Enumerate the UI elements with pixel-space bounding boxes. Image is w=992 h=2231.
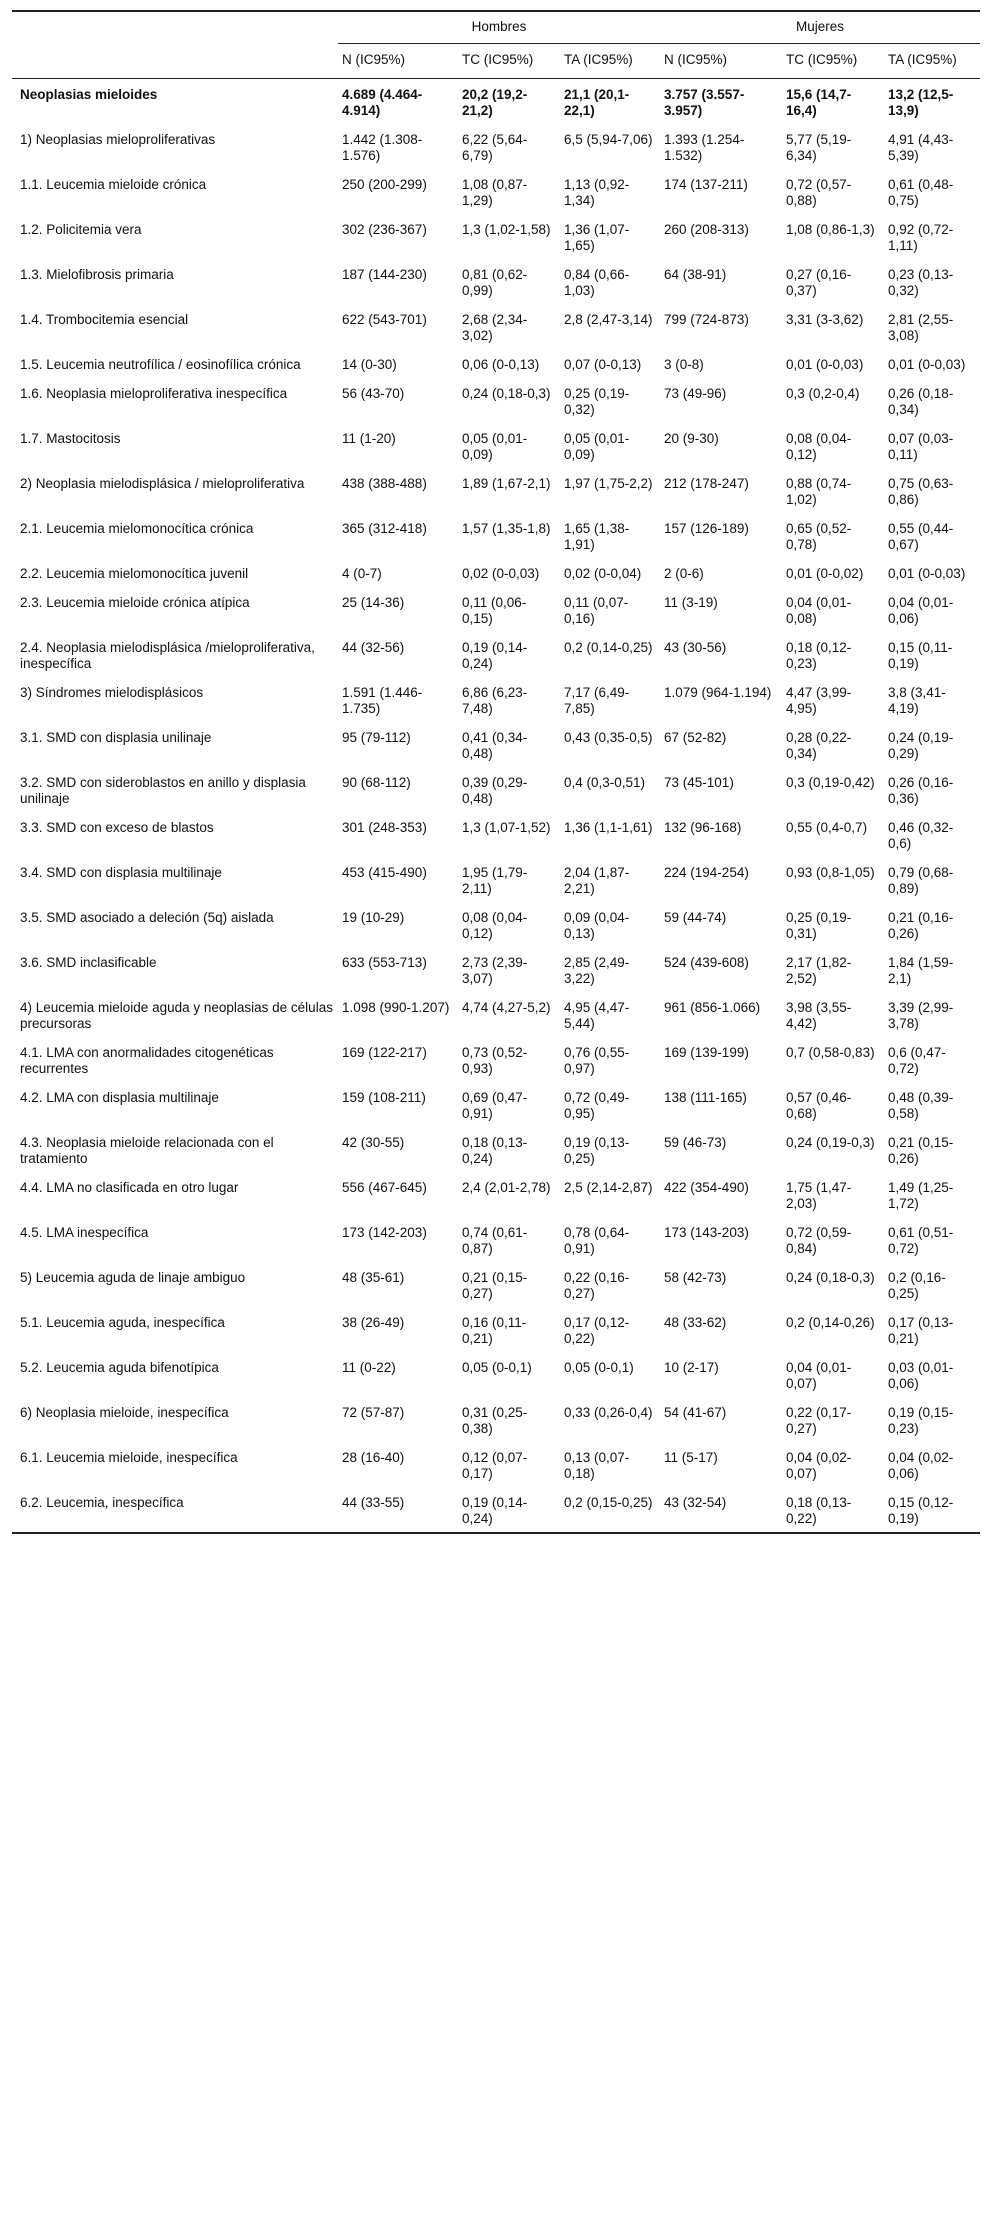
table-cell: 0,07 (0-0,13): [564, 357, 642, 372]
row-label: 3) Síndromes mielodisplásicos: [20, 685, 204, 700]
table-cell: 3,8 (3,41-4,19): [888, 685, 946, 716]
table-cell: 14 (0-30): [342, 357, 397, 372]
table-cell: 6,86 (6,23-7,48): [462, 685, 528, 716]
table-cell: 0,04 (0,02-0,07): [786, 1450, 852, 1481]
table-cell: 0,27 (0,16-0,37): [786, 267, 852, 298]
row-label: 4.3. Neoplasia mieloide relacionada con el tratamiento: [20, 1135, 274, 1166]
table-row: [12, 992, 980, 1037]
table-cell: 0,17 (0,12-0,22): [564, 1315, 630, 1346]
table-cell: 0,05 (0-0,1): [564, 1360, 634, 1375]
table-cell: 1,3 (1,02-1,58): [462, 222, 551, 237]
table-row: [12, 304, 980, 349]
table-cell: 0,02 (0-0,04): [564, 566, 642, 581]
table-cell: 0,18 (0,12-0,23): [786, 640, 852, 671]
table-cell: 2,85 (2,49-3,22): [564, 955, 630, 986]
table-cell: 2,73 (2,39-3,07): [462, 955, 528, 986]
table-cell: 0,09 (0,04-0,13): [564, 910, 630, 941]
table-row: [12, 378, 980, 423]
table-cell: 2,81 (2,55-3,08): [888, 312, 954, 343]
table-cell: 0,3 (0,19-0,42): [786, 775, 875, 790]
table-cell: 0,2 (0,14-0,25): [564, 640, 653, 655]
table-cell: 0,2 (0,15-0,25): [564, 1495, 653, 1510]
table-cell: 0,26 (0,16-0,36): [888, 775, 954, 806]
table-cell: 224 (194-254): [664, 865, 749, 880]
table-cell: 0,61 (0,48-0,75): [888, 177, 954, 208]
table-cell: 365 (312-418): [342, 521, 427, 536]
row-label: 5.1. Leucemia aguda, inespecífica: [20, 1315, 225, 1330]
table-cell: 4,74 (4,27-5,2): [462, 1000, 551, 1015]
table-cell: 10 (2-17): [664, 1360, 719, 1375]
table-cell: 174 (137-211): [664, 177, 748, 192]
table-cell: 453 (415-490): [342, 865, 427, 880]
table-cell: 59 (44-74): [664, 910, 727, 925]
table-cell: 21,1 (20,1-22,1): [564, 87, 630, 118]
group-header-men: Hombres: [338, 11, 660, 44]
group-header-women: Mujeres: [660, 11, 980, 44]
table-cell: 4,95 (4,47-5,44): [564, 1000, 630, 1031]
table-cell: 73 (49-96): [664, 386, 727, 401]
table-row: [12, 677, 980, 722]
table-row: [12, 1442, 980, 1487]
table-cell: 0,3 (0,2-0,4): [786, 386, 860, 401]
table-cell: 0,7 (0,58-0,83): [786, 1045, 875, 1060]
table-cell: 0,2 (0,14-0,26): [786, 1315, 875, 1330]
table-cell: 0,41 (0,34-0,48): [462, 730, 528, 761]
table-cell: 0,04 (0,01-0,06): [888, 595, 954, 626]
table-cell: 64 (38-91): [664, 267, 727, 282]
table-cell: 799 (724-873): [664, 312, 749, 327]
table-cell: 187 (144-230): [342, 267, 427, 282]
table-cell: 1,36 (1,07-1,65): [564, 222, 630, 253]
table-cell: 0,69 (0,47-0,91): [462, 1090, 528, 1121]
table-cell: 1,08 (0,87-1,29): [462, 177, 528, 208]
row-label: 2.1. Leucemia mielomonocítica crónica: [20, 521, 254, 536]
table-cell: 7,17 (6,49-7,85): [564, 685, 630, 716]
table-cell: 0,19 (0,13-0,25): [564, 1135, 630, 1166]
table-cell: 0,24 (0,18-0,3): [786, 1270, 875, 1285]
table-row: [12, 1487, 980, 1533]
column-header: TA (IC95%): [564, 52, 633, 67]
table-row: [12, 124, 980, 169]
table-cell: 38 (26-49): [342, 1315, 405, 1330]
table-cell: 1.079 (964-1.194): [664, 685, 772, 700]
row-label: 4.2. LMA con displasia multilinaje: [20, 1090, 219, 1105]
table-cell: 0,15 (0,11-0,19): [888, 640, 953, 671]
table-cell: 0,17 (0,13-0,21): [888, 1315, 954, 1346]
table-cell: 20 (9-30): [664, 431, 719, 446]
table-cell: 0,33 (0,26-0,4): [564, 1405, 653, 1420]
table-cell: 0,24 (0,18-0,3): [462, 386, 551, 401]
table-cell: 169 (122-217): [342, 1045, 427, 1060]
table-row: [12, 947, 980, 992]
table-row: [12, 902, 980, 947]
row-label: 6.1. Leucemia mieloide, inespecífica: [20, 1450, 238, 1465]
row-label: 4) Leucemia mieloide aguda y neoplasias de células precursoras: [20, 1000, 333, 1031]
table-cell: 0,19 (0,15-0,23): [888, 1405, 954, 1436]
table-cell: 20,2 (19,2-21,2): [462, 87, 528, 118]
table-cell: 48 (33-62): [664, 1315, 727, 1330]
table-cell: 13,2 (12,5-13,9): [888, 87, 954, 118]
table-cell: 1,65 (1,38-1,91): [564, 521, 630, 552]
table-cell: 0,04 (0,01-0,08): [786, 595, 852, 626]
table-cell: 0,72 (0,49-0,95): [564, 1090, 630, 1121]
table-cell: 633 (553-713): [342, 955, 427, 970]
table-cell: 4 (0-7): [342, 566, 382, 581]
row-label: 1) Neoplasias mieloproliferativas: [20, 132, 216, 147]
table-cell: 6,5 (5,94-7,06): [564, 132, 653, 147]
table-cell: 0,72 (0,59-0,84): [786, 1225, 852, 1256]
row-label: 3.6. SMD inclasificable: [20, 955, 157, 970]
table-cell: 0,15 (0,12-0,19): [888, 1495, 954, 1526]
row-label: 1.7. Mastocitosis: [20, 431, 121, 446]
table-cell: 0,13 (0,07-0,18): [564, 1450, 630, 1481]
table-cell: 138 (111-165): [664, 1090, 747, 1105]
table-cell: 90 (68-112): [342, 775, 411, 790]
table-cell: 0,08 (0,04-0,12): [786, 431, 852, 462]
row-label: Neoplasias mieloides: [20, 87, 158, 102]
table-cell: 0,19 (0,14-0,24): [462, 640, 528, 671]
table-cell: 0,11 (0,07-0,16): [564, 595, 629, 626]
table-row: [12, 1127, 980, 1172]
table-cell: 11 (3-19): [664, 595, 718, 610]
table-cell: 19 (10-29): [342, 910, 405, 925]
table-cell: 250 (200-299): [342, 177, 427, 192]
table-cell: 524 (439-608): [664, 955, 749, 970]
row-label: 6.2. Leucemia, inespecífica: [20, 1495, 184, 1510]
incidence-table: [12, 10, 980, 1534]
table-cell: 2,17 (1,82-2,52): [786, 955, 852, 986]
table-row: [12, 1172, 980, 1217]
table-cell: 54 (41-67): [664, 1405, 727, 1420]
table-cell: 25 (14-36): [342, 595, 405, 610]
table-cell: 48 (35-61): [342, 1270, 405, 1285]
table-cell: 1,36 (1,1-1,61): [564, 820, 653, 835]
table-cell: 1,95 (1,79-2,11): [462, 865, 528, 896]
table-cell: 0,4 (0,3-0,51): [564, 775, 646, 790]
table-row: [12, 1262, 980, 1307]
column-header: TC (IC95%): [786, 52, 858, 67]
table-row: [12, 812, 980, 857]
table-row: [12, 558, 980, 587]
table-row: [12, 513, 980, 558]
table-cell: 173 (142-203): [342, 1225, 427, 1240]
table-row: [12, 1037, 980, 1082]
table-row: [12, 857, 980, 902]
table-cell: 72 (57-87): [342, 1405, 405, 1420]
table-cell: 0,88 (0,74-1,02): [786, 476, 852, 507]
row-label: 6) Neoplasia mieloide, inespecífica: [20, 1405, 229, 1420]
table-cell: 4,47 (3,99-4,95): [786, 685, 852, 716]
row-label: 1.1. Leucemia mieloide crónica: [20, 177, 207, 192]
table-cell: 15,6 (14,7-16,4): [786, 87, 852, 118]
table-cell: 438 (388-488): [342, 476, 427, 491]
table-cell: 0,01 (0-0,02): [786, 566, 864, 581]
table-cell: 0,02 (0-0,03): [462, 566, 540, 581]
table-row: [12, 349, 980, 378]
table-cell: 1,57 (1,35-1,8): [462, 521, 551, 536]
column-header-row: [12, 44, 980, 79]
table-cell: 0,08 (0,04-0,12): [462, 910, 528, 941]
table-cell: 0,01 (0-0,03): [888, 357, 966, 372]
table-cell: 4.689 (4.464-4.914): [342, 87, 423, 118]
table-cell: 3,31 (3-3,62): [786, 312, 864, 327]
table-cell: 56 (43-70): [342, 386, 405, 401]
table-cell: 961 (856-1.066): [664, 1000, 761, 1015]
table-cell: 3 (0-8): [664, 357, 704, 372]
table-cell: 0,07 (0,03-0,11): [888, 431, 954, 462]
table-cell: 2,5 (2,14-2,87): [564, 1180, 653, 1195]
table-cell: 0,81 (0,62-0,99): [462, 267, 528, 298]
table-cell: 0,05 (0-0,1): [462, 1360, 532, 1375]
column-header: TA (IC95%): [888, 52, 957, 67]
table-cell: 0,43 (0,35-0,5): [564, 730, 653, 745]
row-label: 1.5. Leucemia neutrofílica / eosinofílica crónica: [20, 357, 301, 372]
table-cell: 0,65 (0,52-0,78): [786, 521, 852, 552]
table-body: [12, 79, 980, 1534]
table-cell: 11 (5-17): [664, 1450, 718, 1465]
row-label: 2.2. Leucemia mielomonocítica juvenil: [20, 566, 249, 581]
table-cell: 0,48 (0,39-0,58): [888, 1090, 954, 1121]
row-label: 5.2. Leucemia aguda bifenotípica: [20, 1360, 219, 1375]
table-cell: 1,3 (1,07-1,52): [462, 820, 551, 835]
row-label: 5) Leucemia aguda de linaje ambiguo: [20, 1270, 246, 1285]
table-cell: 0,28 (0,22-0,34): [786, 730, 852, 761]
table-cell: 0,31 (0,25-0,38): [462, 1405, 528, 1436]
table-cell: 11 (1-20): [342, 431, 396, 446]
table-cell: 43 (30-56): [664, 640, 727, 655]
row-label: 4.4. LMA no clasificada en otro lugar: [20, 1180, 239, 1195]
table-row: [12, 259, 980, 304]
table-cell: 0,16 (0,11-0,21): [462, 1315, 527, 1346]
table-cell: 1,84 (1,59-2,1): [888, 955, 954, 986]
table-cell: 1.442 (1.308-1.576): [342, 132, 423, 163]
table-cell: 0,12 (0,07-0,17): [462, 1450, 528, 1481]
table-row: [12, 1307, 980, 1352]
table-cell: 0,61 (0,51-0,72): [888, 1225, 954, 1256]
table-cell: 212 (178-247): [664, 476, 749, 491]
table-cell: 0,26 (0,18-0,34): [888, 386, 954, 417]
row-label: 2) Neoplasia mielodisplásica / mieloproliferativa: [20, 476, 305, 491]
table-cell: 0,04 (0,01-0,07): [786, 1360, 852, 1391]
table-cell: 0,24 (0,19-0,3): [786, 1135, 875, 1150]
table-row: [12, 1217, 980, 1262]
table-cell: 0,24 (0,19-0,29): [888, 730, 954, 761]
table-cell: 0,21 (0,16-0,26): [888, 910, 954, 941]
table-cell: 95 (79-112): [342, 730, 411, 745]
row-label: 4.1. LMA con anormalidades citogenéticas recurrentes: [20, 1045, 274, 1076]
table-cell: 0,6 (0,47-0,72): [888, 1045, 946, 1076]
empty-header-cell: [12, 44, 338, 79]
table-cell: 1.393 (1.254-1.532): [664, 132, 745, 163]
table-cell: 3.757 (3.557-3.957): [664, 87, 745, 118]
table-cell: 2,04 (1,87-2,21): [564, 865, 630, 896]
table-cell: 0,55 (0,4-0,7): [786, 820, 868, 835]
row-label: 1.2. Policitemia vera: [20, 222, 142, 237]
table-cell: 5,77 (5,19-6,34): [786, 132, 852, 163]
table-cell: 6,22 (5,64-6,79): [462, 132, 528, 163]
table-row: [12, 214, 980, 259]
table-cell: 0,92 (0,72-1,11): [888, 222, 954, 253]
table-cell: 0,25 (0,19-0,32): [564, 386, 630, 417]
table-cell: 1,89 (1,67-2,1): [462, 476, 551, 491]
row-label: 3.1. SMD con displasia unilinaje: [20, 730, 212, 745]
column-header: N (IC95%): [664, 52, 728, 67]
table-cell: 2,8 (2,47-3,14): [564, 312, 653, 327]
table-cell: 2 (0-6): [664, 566, 704, 581]
table-cell: 43 (32-54): [664, 1495, 727, 1510]
table-cell: 73 (45-101): [664, 775, 734, 790]
table-cell: 0,04 (0,02-0,06): [888, 1450, 954, 1481]
table-cell: 302 (236-367): [342, 222, 427, 237]
table-cell: 0,84 (0,66-1,03): [564, 267, 630, 298]
row-label: 1.4. Trombocitemia esencial: [20, 312, 189, 327]
table-cell: 1,49 (1,25-1,72): [888, 1180, 954, 1211]
table-cell: 0,73 (0,52-0,93): [462, 1045, 528, 1076]
table-cell: 556 (467-645): [342, 1180, 427, 1195]
table-row: [12, 423, 980, 468]
table-cell: 173 (143-203): [664, 1225, 749, 1240]
table-cell: 1,13 (0,92-1,34): [564, 177, 630, 208]
row-label: 3.5. SMD asociado a deleción (5q) aislada: [20, 910, 274, 925]
table-cell: 0,72 (0,57-0,88): [786, 177, 852, 208]
table-cell: 0,19 (0,14-0,24): [462, 1495, 528, 1526]
table-cell: 0,2 (0,16-0,25): [888, 1270, 946, 1301]
table-cell: 0,39 (0,29-0,48): [462, 775, 528, 806]
table-cell: 44 (33-55): [342, 1495, 405, 1510]
table-cell: 1.591 (1.446-1.735): [342, 685, 423, 716]
table-cell: 0,22 (0,17-0,27): [786, 1405, 852, 1436]
table-cell: 58 (42-73): [664, 1270, 727, 1285]
table-header: [12, 11, 980, 79]
table-cell: 0,22 (0,16-0,27): [564, 1270, 630, 1301]
table-cell: 1,75 (1,47-2,03): [786, 1180, 852, 1211]
table-cell: 0,06 (0-0,13): [462, 357, 540, 372]
table-cell: 0,25 (0,19-0,31): [786, 910, 852, 941]
table-cell: 301 (248-353): [342, 820, 427, 835]
table-cell: 11 (0-22): [342, 1360, 396, 1375]
table-cell: 0,46 (0,32-0,6): [888, 820, 954, 851]
table-cell: 67 (52-82): [664, 730, 727, 745]
table-cell: 622 (543-701): [342, 312, 427, 327]
table-cell: 0,03 (0,01-0,06): [888, 1360, 954, 1391]
table-cell: 0,01 (0-0,03): [786, 357, 864, 372]
table-cell: 157 (126-189): [664, 521, 749, 536]
table-row: [12, 169, 980, 214]
empty-header-cell: [12, 11, 338, 44]
table-row: [12, 767, 980, 812]
group-header-row: [12, 11, 980, 44]
row-label: 4.5. LMA inespecífica: [20, 1225, 149, 1240]
table-cell: 169 (139-199): [664, 1045, 749, 1060]
table-cell: 132 (96-168): [664, 820, 742, 835]
table-cell: 2,4 (2,01-2,78): [462, 1180, 551, 1195]
table-cell: 0,79 (0,68-0,89): [888, 865, 954, 896]
row-label: 3.3. SMD con exceso de blastos: [20, 820, 214, 835]
table-cell: 3,39 (2,99-3,78): [888, 1000, 954, 1031]
table-row: [12, 722, 980, 767]
table-cell: 4,91 (4,43-5,39): [888, 132, 954, 163]
table-cell: 0,21 (0,15-0,27): [462, 1270, 528, 1301]
table-cell: 0,18 (0,13-0,24): [462, 1135, 528, 1166]
row-label: 3.4. SMD con displasia multilinaje: [20, 865, 222, 880]
row-label: 2.4. Neoplasia mielodisplásica /mieloproliferativa, inespecífica: [20, 640, 315, 671]
table-cell: 0,74 (0,61-0,87): [462, 1225, 528, 1256]
table-cell: 1,08 (0,86-1,3): [786, 222, 875, 237]
row-label: 2.3. Leucemia mieloide crónica atípica: [20, 595, 250, 610]
table-cell: 0,01 (0-0,03): [888, 566, 966, 581]
table-row: [12, 632, 980, 677]
table-cell: 0,05 (0,01-0,09): [462, 431, 528, 462]
row-label: 1.3. Mielofibrosis primaria: [20, 267, 174, 282]
table-cell: 0,18 (0,13-0,22): [786, 1495, 852, 1526]
table-cell: 0,78 (0,64-0,91): [564, 1225, 630, 1256]
table-row: [12, 468, 980, 513]
table-cell: 260 (208-313): [664, 222, 749, 237]
table-cell: 1.098 (990-1.207): [342, 1000, 450, 1015]
table-row: [12, 1352, 980, 1397]
table-cell: 159 (108-211): [342, 1090, 426, 1105]
table-cell: 2,68 (2,34-3,02): [462, 312, 528, 343]
table-cell: 0,05 (0,01-0,09): [564, 431, 630, 462]
table-row: [12, 587, 980, 632]
row-label: 1.6. Neoplasia mieloproliferativa inespecífica: [20, 386, 288, 401]
table-cell: 44 (32-56): [342, 640, 405, 655]
table-cell: 0,93 (0,8-1,05): [786, 865, 875, 880]
table-cell: 0,23 (0,13-0,32): [888, 267, 954, 298]
table-cell: 0,21 (0,15-0,26): [888, 1135, 954, 1166]
table-cell: 422 (354-490): [664, 1180, 749, 1195]
table-cell: 59 (46-73): [664, 1135, 727, 1150]
table-cell: 3,98 (3,55-4,42): [786, 1000, 852, 1031]
row-label: 3.2. SMD con sideroblastos en anillo y displasia unilinaje: [20, 775, 306, 806]
table-cell: 0,75 (0,63-0,86): [888, 476, 954, 507]
column-header: TC (IC95%): [462, 52, 534, 67]
incidence-table-container: [12, 10, 980, 1534]
table-row: [12, 79, 980, 125]
table-cell: 0,11 (0,06-0,15): [462, 595, 527, 626]
table-cell: 28 (16-40): [342, 1450, 405, 1465]
table-row: [12, 1397, 980, 1442]
table-cell: 0,55 (0,44-0,67): [888, 521, 954, 552]
table-cell: 1,97 (1,75-2,2): [564, 476, 653, 491]
table-cell: 0,76 (0,55-0,97): [564, 1045, 630, 1076]
column-header: N (IC95%): [342, 52, 406, 67]
table-cell: 42 (30-55): [342, 1135, 405, 1150]
table-cell: 0,57 (0,46-0,68): [786, 1090, 852, 1121]
table-row: [12, 1082, 980, 1127]
